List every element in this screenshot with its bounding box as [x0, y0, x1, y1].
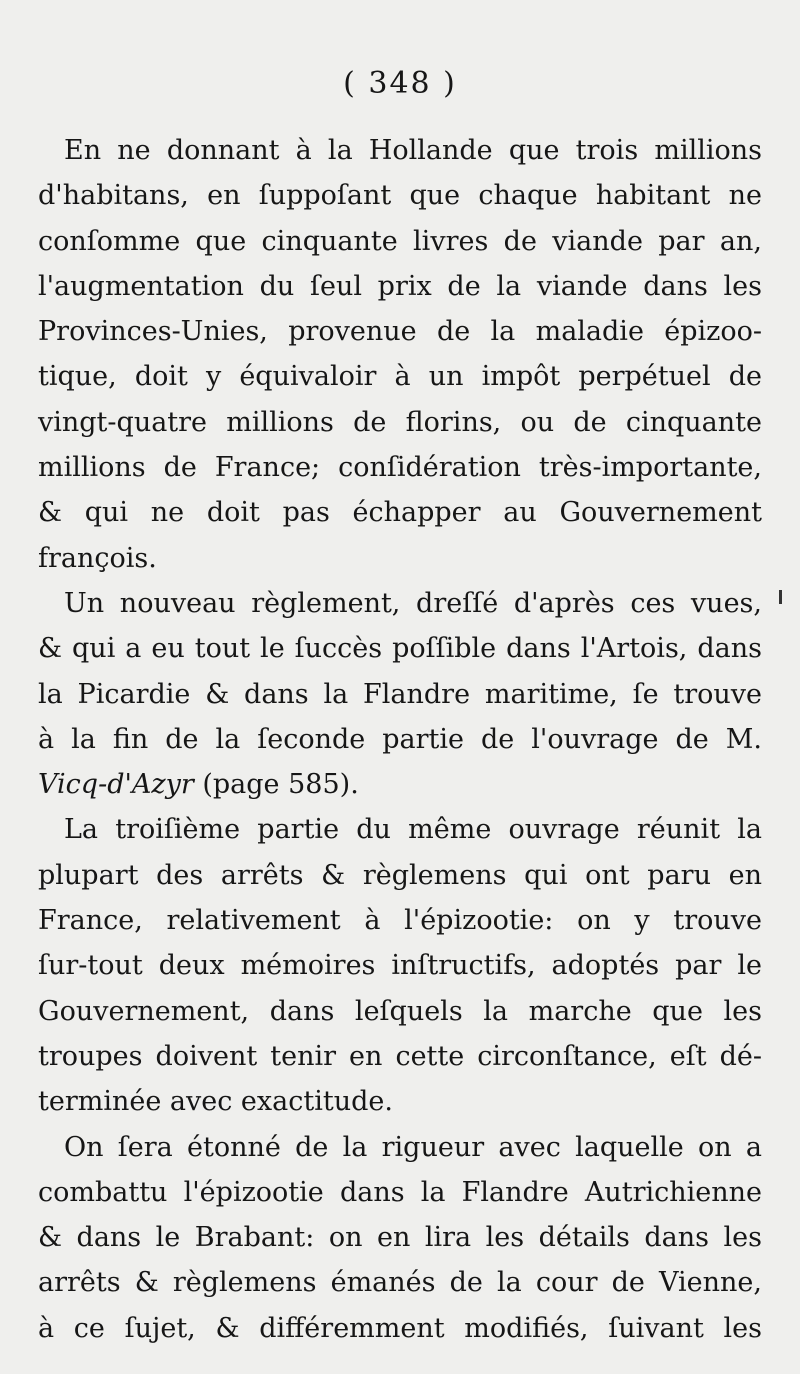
text-line: à ce ſujet, & différemment modifiés, ſuivant les: [38, 1312, 762, 1344]
text-line: conſomme que cinquante livres de viande par an,: [38, 225, 762, 257]
text-line: à la fin de la ſeconde partie de l'ouvrage de M.: [38, 723, 762, 755]
text-line: l'augmentation du ſeul prix de la viande dans les: [38, 270, 762, 302]
text-line: & dans le Brabant: on en lira les détails dans les: [38, 1222, 762, 1254]
text-line: françois.: [38, 542, 157, 574]
text-line: & qui a eu tout le ſuccès poſſible dans l'Artois, dans: [38, 633, 762, 665]
text-line: arrêts & règlemens émanés de la cour de Vienne,: [38, 1267, 762, 1299]
text-line: d'habitans, en ſuppoſant que chaque habitant ne: [38, 180, 762, 212]
text-line: Gouvernement, dans leſquels la marche que les: [38, 995, 762, 1027]
margin-mark: [779, 590, 782, 604]
text-line: France, relativement à l'épizootie: on y trouve: [38, 905, 762, 937]
text-line: Un nouveau règlement, dreſſé d'après ces vues,: [64, 587, 762, 619]
text-line: On ſera étonné de la rigueur avec laquelle on a: [64, 1131, 762, 1163]
text-line: vingt-quatre millions de florins, ou de cinquante: [38, 406, 762, 438]
paragraph: [38, 1125, 762, 1351]
paragraph: [38, 581, 762, 807]
text-line: millions de France; conſidération très-importante,: [38, 452, 762, 484]
page-number: ( 348 ): [343, 66, 457, 101]
page-reference: (page 585).: [193, 769, 359, 801]
text-line: & qui ne doit pas échapper au Gouvernement: [38, 497, 762, 529]
text-line: plupart des arrêts & règlemens qui ont paru en: [38, 859, 762, 891]
text-line: Provinces-Unies, provenue de la maladie épizoo-: [38, 316, 762, 348]
paragraph: [38, 807, 762, 1124]
text-line: terminée avec exactitude.: [38, 1086, 393, 1118]
text-line: En ne donnant à la Hollande que trois millions: [64, 135, 762, 166]
text-line: ſur-tout deux mémoires inſtructifs, adoptés par le: [38, 950, 762, 982]
text-line: la Picardie & dans la Flandre maritime, ſe trouve: [38, 678, 762, 710]
text-line: tique, doit y équivaloir à un impôt perpétuel de: [38, 361, 762, 393]
text-line: La troiſième partie du même ouvrage réunit la: [64, 814, 762, 846]
text-line: [38, 762, 762, 807]
body-text: [38, 128, 762, 1351]
paragraph: [38, 128, 762, 581]
author-name: Vicq-d'Azyr: [38, 769, 194, 801]
text-line: combattu l'épizootie dans la Flandre Autrichienne: [38, 1176, 762, 1208]
text-line: troupes doivent tenir en cette circonſtance, eſt dé-: [38, 1040, 762, 1072]
